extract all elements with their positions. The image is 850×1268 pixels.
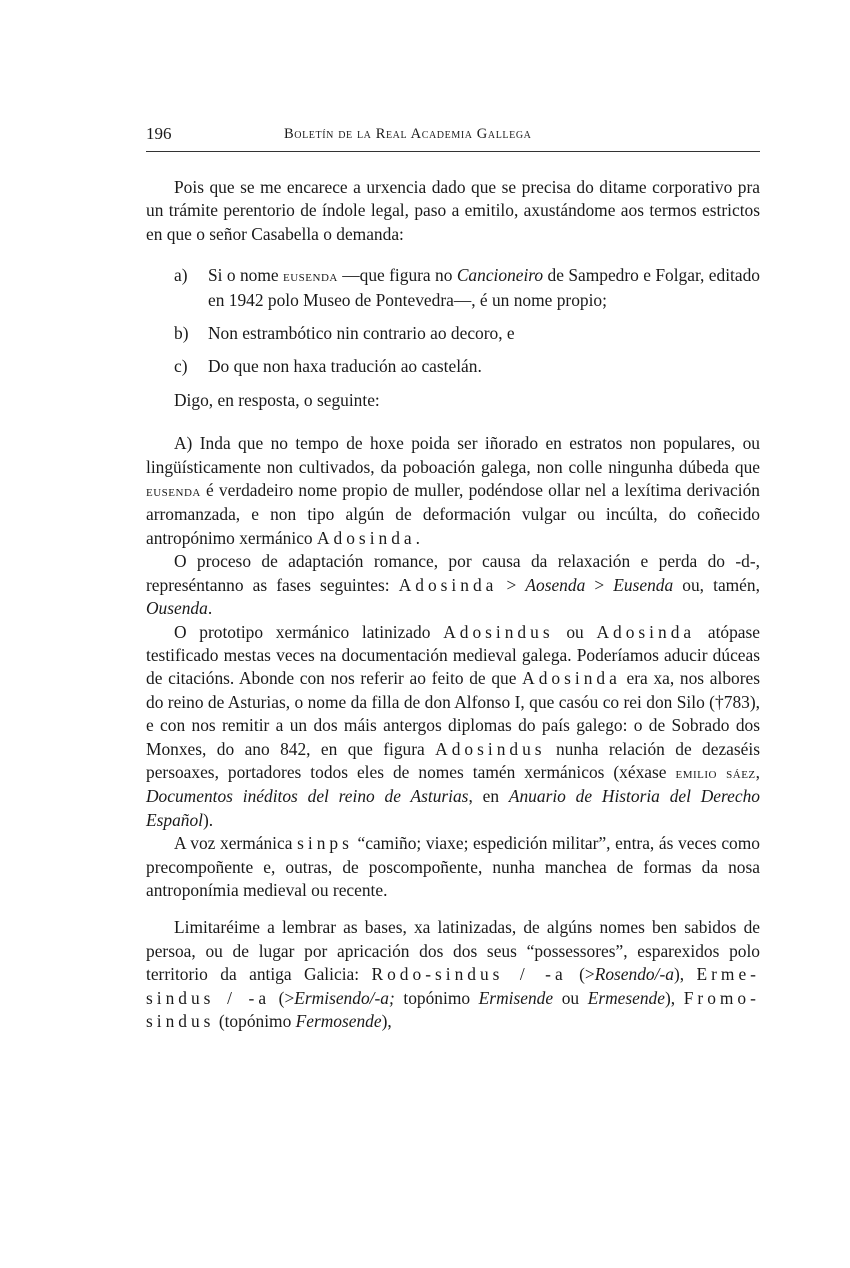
work-title: Anuario de Historia del Derecho Español xyxy=(146,786,760,830)
paragraph-process: O proceso de adaptación romance, por causa da relaxación e perda do -d-, represéntanno as fases seguintes: Adosinda > Aosenda > Eusenda ou, tamén, Ousenda. xyxy=(146,551,760,619)
answer-intro: Digo, en resposta, o seguinte: xyxy=(174,389,380,410)
intro-paragraph: Pois que se me encarece a urxencia dado que se precisa do ditame corporativo pra un trámite perentorio de índole legal, paso a emitilo, axustándome aos termos estrictos en que o señor Casabella o demanda: xyxy=(146,177,760,244)
body-text xyxy=(146,176,760,1033)
spaced-term: Adosinda xyxy=(596,621,696,642)
list-item: a) Si o nome eusenda —que figura no Cancioneiro de Sampedro e Folgar, editado en 1942 polo Museo de Pontevedra—, é un nome propio; xyxy=(174,265,760,310)
list-marker: b) xyxy=(174,323,189,344)
running-title: Boletín de la Real Academia Gallega xyxy=(284,126,532,142)
list-marker: c) xyxy=(174,356,188,377)
name-smallcaps: eusenda xyxy=(146,483,201,501)
paragraph-sinps: A voz xermánica sinps “camiño; viaxe; espedición militar”, entra, ás veces como precompoñente e, outras, de poscompoñente, nunha manchea de formas da nosa antroponímia medieval ou recente. xyxy=(146,833,760,900)
author-smallcaps: emilio sáez xyxy=(675,764,756,782)
spaced-term: Adosinda xyxy=(522,668,621,689)
paragraph-bases: Limitaréime a lembrar as bases, xa latinizadas, de algúns nomes ben sabidos de persoa, ou de lugar por apricación dos dos seus “possessores”, esparexidos polo territorio da antiga Galicia: Rodo-sindus / -a (>Rosendo/-a), Erme-sindus / -a (>Ermisendo/-a; topónimo Ermisende ou Ermesende), Fromo-sindus (topónimo Fermosende), xyxy=(146,917,760,1031)
page-header xyxy=(146,124,760,148)
spaced-term: Adosindus xyxy=(435,738,546,759)
list-item: c) Do que non haxa tradución ao castelán. xyxy=(146,355,760,378)
spaced-term: sinps xyxy=(297,833,353,854)
work-title: Documentos inéditos del reino de Asturias xyxy=(146,786,469,807)
spaced-term: Adosinda xyxy=(398,574,498,595)
spaced-term: Adosinda xyxy=(316,527,416,548)
list-item: b) Non estrambótico nin contrario ao decoro, e xyxy=(146,322,760,345)
spaced-term: Rodo-sindus / -a xyxy=(371,964,567,985)
list-marker: a) xyxy=(174,265,188,286)
name-smallcaps: eusenda xyxy=(283,268,338,286)
work-title: Cancioneiro xyxy=(456,265,544,286)
question-list xyxy=(146,264,760,379)
page-number: 196 xyxy=(146,124,172,143)
spaced-term: Erme-sindus / -a xyxy=(146,964,760,1008)
spaced-term: Fromo-sindus xyxy=(146,987,760,1031)
paragraph-prototype: O prototipo xermánico latinizado Adosindus ou Adosinda atópase testificado mestas veces na documentación medieval galega. Poderíamos aducir dúceas de citacións. Abonde con nos referir ao feito de que Adosinda era xa, nos albores do reino de Asturias, o nome da filla de don Alfonso I, que casóu co rei don Silo (†783), e con nos remitir a un dos máis antergos diplomas do país galego: o de Sobrado dos Monxes, do ano 842, en que figura Adosindus nunha relación de dezaséis persoaxes, portadores todos eles de nomes tamén xermánicos (xéxase emilio sáez, Documentos inéditos del reino de Asturias, en Anuario de Historia del Derecho Español). xyxy=(146,621,761,830)
spaced-term: Adosindus xyxy=(443,621,554,642)
header-rule xyxy=(146,151,760,152)
paragraph-a: A) Inda que no tempo de hoxe poida ser iñorado en estratos non populares, ou lingüísticamente non cultivados, da poboación galega, non colle ningunha dúbeda que eusenda é verdadeiro nome propio de muller, podéndose ollar nel a lexítima derivación arromanzada, e non tipo algún de deformación vulgar ou incúlta, do coñecido antropónimo xermánico Adosinda. xyxy=(146,433,760,548)
section-marker: A) xyxy=(174,433,193,454)
